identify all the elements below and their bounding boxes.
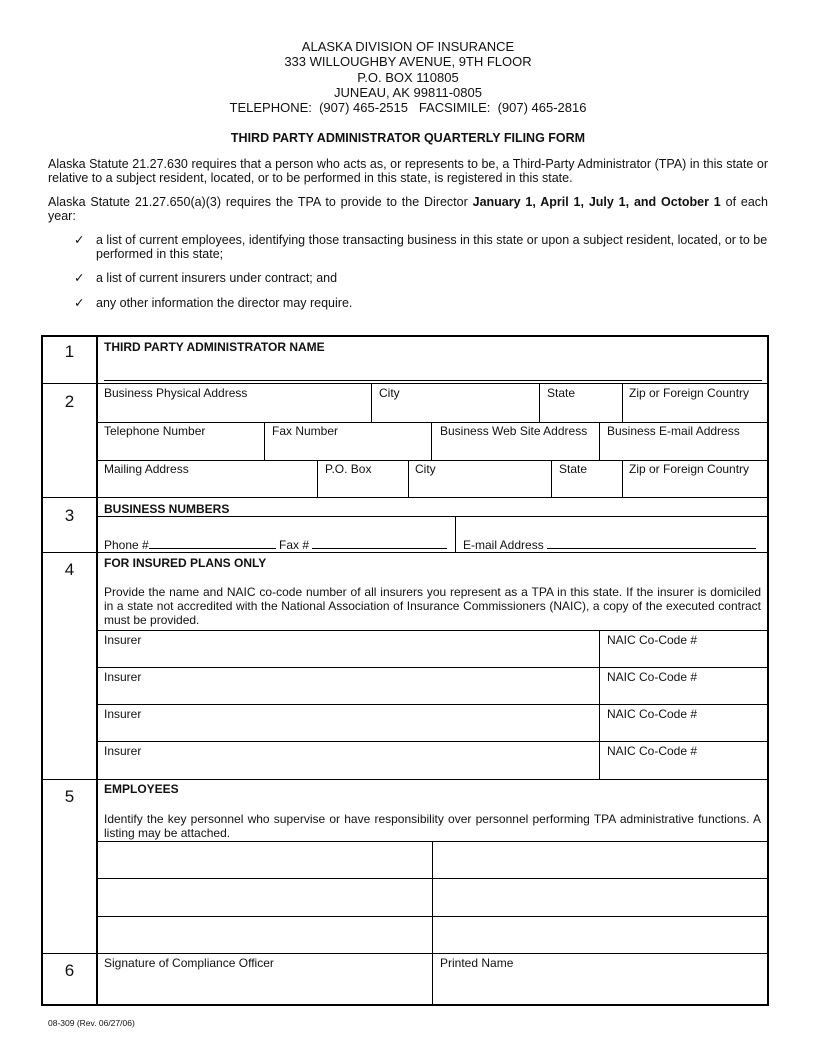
insurer-field[interactable]: Insurer: [104, 633, 142, 647]
insured-plans-instructions: Provide the name and NAIC co-code number of all insurers you represent as a TPA in this state. If the insurer is domiciled in a state not accredited with the National Association of Insurance Commissioners (NAIC), a copy of the executed contract must be provided.: [104, 585, 761, 627]
phone-field[interactable]: Phone #: [104, 537, 276, 552]
mailing-address-field[interactable]: Mailing Address: [104, 462, 189, 476]
checkmark-icon: ✓: [74, 233, 85, 247]
zip-field[interactable]: Zip or Foreign Country: [629, 386, 750, 400]
po-box-field[interactable]: P.O. Box: [325, 462, 372, 476]
printed-name-field[interactable]: Printed Name: [440, 956, 514, 970]
statute-paragraph-2: Alaska Statute 21.27.650(a)(3) requires the TPA to provide to the Director January 1, April 1, July 1, and October 1 of each year:: [48, 195, 768, 223]
form-revision: 08-309 (Rev. 06/27/06): [48, 1018, 135, 1028]
employee-cell[interactable]: [98, 842, 431, 877]
fax-number-field[interactable]: Fax Number: [272, 424, 339, 438]
naic-code-field[interactable]: NAIC Co-Code #: [607, 707, 698, 721]
section-number-1: 1: [64, 342, 75, 361]
fax-field[interactable]: Fax #: [279, 537, 447, 552]
insured-plans-label: FOR INSURED PLANS ONLY: [104, 556, 267, 570]
business-email-field[interactable]: Business E-mail Address: [607, 424, 740, 438]
employee-cell[interactable]: [98, 917, 431, 952]
signature-field[interactable]: Signature of Compliance Officer: [104, 956, 274, 970]
mailing-city-field[interactable]: City: [415, 462, 436, 476]
insurer-field[interactable]: Insurer: [104, 744, 142, 758]
email-address-field[interactable]: E-mail Address: [463, 537, 756, 552]
employees-label: EMPLOYEES: [104, 782, 179, 796]
tpa-name-field[interactable]: [104, 356, 762, 380]
telephone-number-field[interactable]: Telephone Number: [104, 424, 206, 438]
agency-phone-fax: TELEPHONE: (907) 465-2515 FACSIMILE: (907) 465-2816: [229, 100, 587, 115]
naic-code-field[interactable]: NAIC Co-Code #: [607, 633, 698, 647]
section-number-3: 3: [64, 506, 75, 525]
employee-cell[interactable]: [434, 917, 766, 952]
tpa-name-label: THIRD PARTY ADMINISTRATOR NAME: [104, 340, 325, 354]
employee-cell[interactable]: [434, 879, 766, 915]
section-number-5: 5: [64, 787, 75, 806]
business-numbers-label: BUSINESS NUMBERS: [104, 502, 230, 516]
mailing-zip-field[interactable]: Zip or Foreign Country: [629, 462, 750, 476]
section-number-4: 4: [64, 560, 75, 579]
city-field[interactable]: City: [379, 386, 400, 400]
mailing-state-field[interactable]: State: [559, 462, 588, 476]
insurer-field[interactable]: Insurer: [104, 670, 142, 684]
insurer-field[interactable]: Insurer: [104, 707, 142, 721]
business-physical-address-field[interactable]: Business Physical Address: [104, 386, 248, 400]
checkmark-icon: ✓: [74, 296, 85, 310]
naic-code-field[interactable]: NAIC Co-Code #: [607, 744, 698, 758]
business-website-field[interactable]: Business Web Site Address: [440, 424, 588, 438]
agency-street: 333 WILLOUGHBY AVENUE, 9TH FLOOR: [284, 54, 532, 69]
agency-name: ALASKA DIVISION OF INSURANCE: [301, 39, 515, 54]
employees-instructions: Identify the key personnel who supervise or have responsibility over personnel performing TPA administrative functions. A listing may be attached.: [104, 812, 761, 840]
agency-pobox: P.O. BOX 110805: [357, 70, 459, 85]
employee-cell[interactable]: [434, 842, 766, 877]
section-number-2: 2: [64, 392, 75, 411]
naic-code-field[interactable]: NAIC Co-Code #: [607, 670, 698, 684]
employee-cell[interactable]: [98, 879, 431, 915]
section-number-6: 6: [64, 961, 75, 980]
agency-city: JUNEAU, AK 99811-0805: [334, 85, 482, 100]
checkmark-icon: ✓: [74, 271, 85, 285]
form-title: THIRD PARTY ADMINISTRATOR QUARTERLY FILING FORM: [230, 131, 586, 145]
statute-paragraph-1: Alaska Statute 21.27.630 requires that a person who acts as, or represents to be, a Third-Party Administrator (TPA) in this state or relative to a subject resident, located, or to be performed in this state, is registered in this state.: [48, 157, 768, 185]
state-field[interactable]: State: [547, 386, 576, 400]
